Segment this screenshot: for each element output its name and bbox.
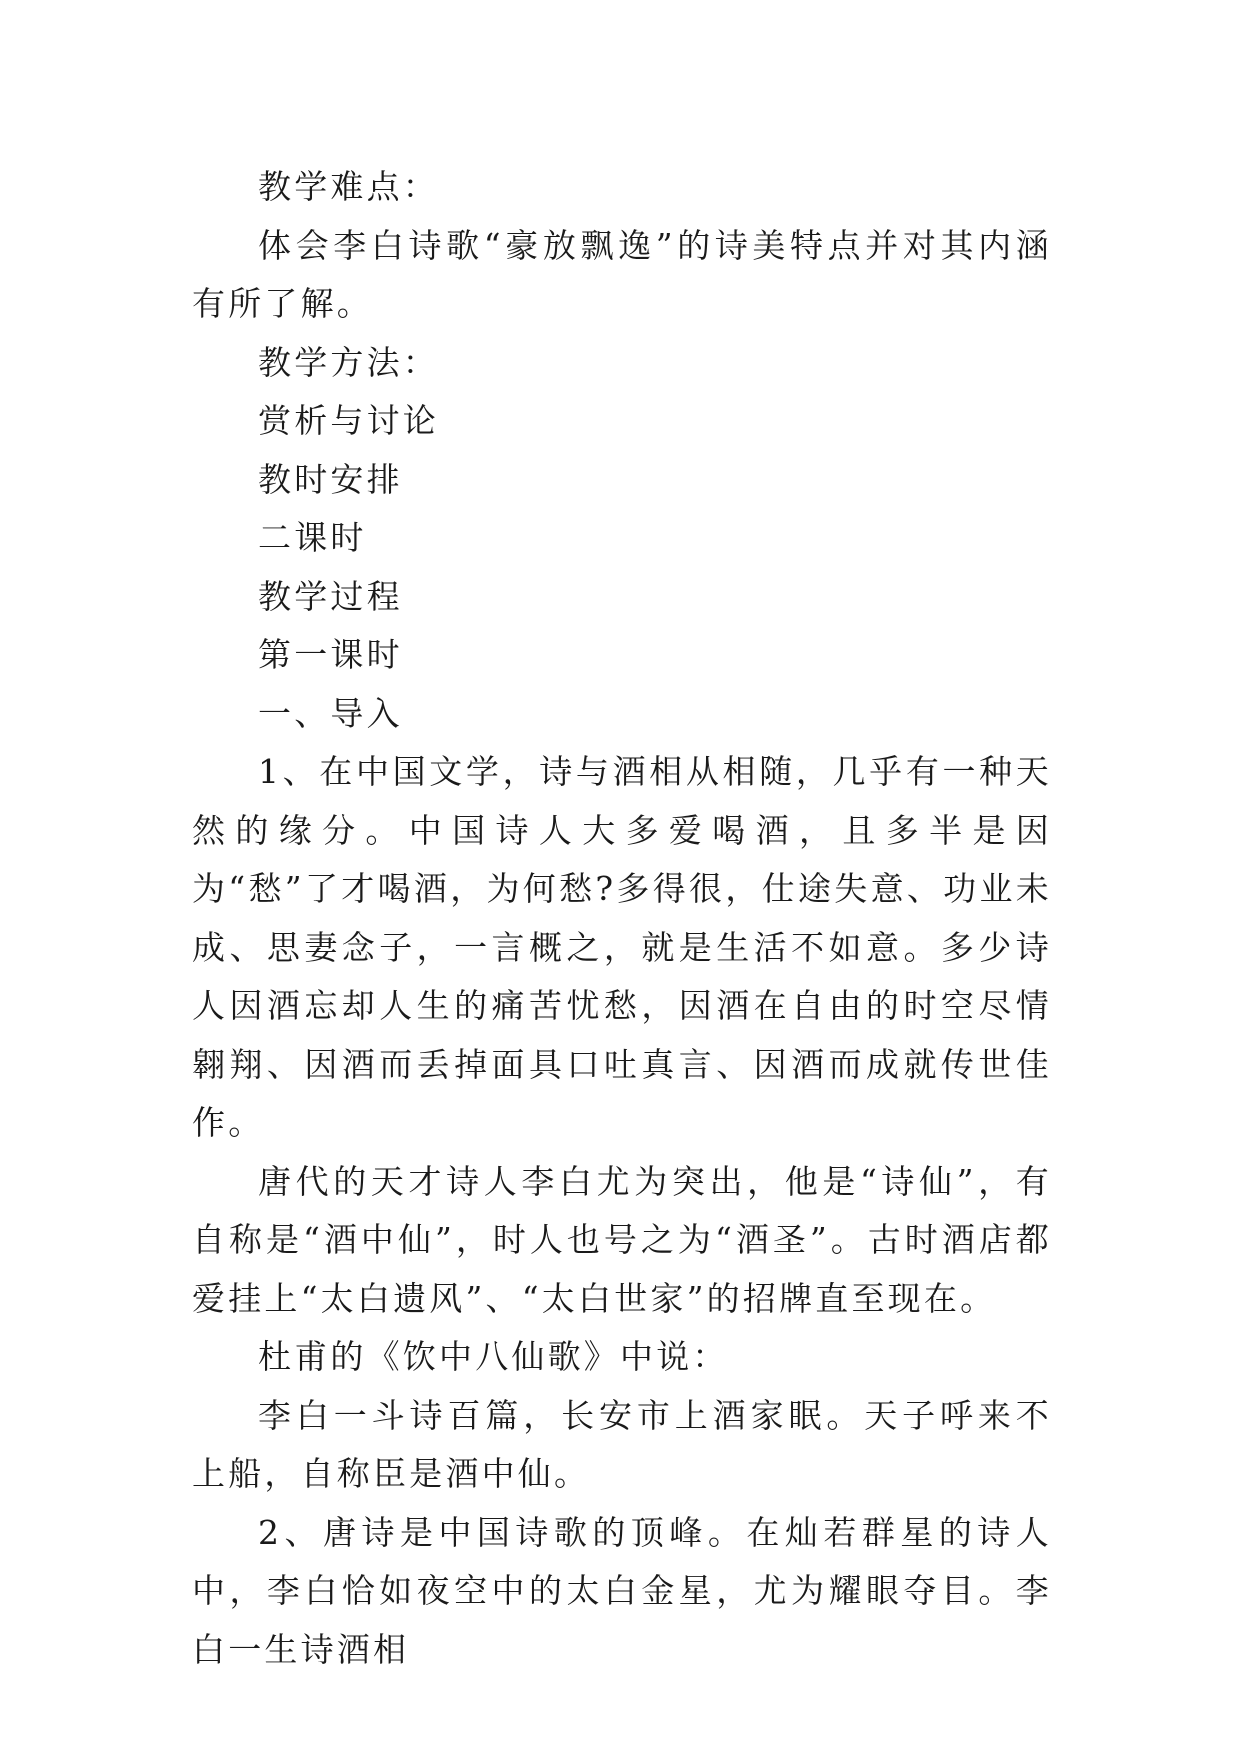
heading-teaching-difficulty: 教学难点：: [258, 167, 439, 206]
paragraph-method-content: 赏析与讨论: [258, 401, 439, 440]
document-body: [192, 158, 1052, 1679]
heading-introduction: 一、导入: [258, 693, 403, 733]
heading-teaching-method: 教学方法：: [258, 342, 439, 382]
paragraph-du-fu-quote: 李白一斗诗百篇，长安市上酒家眠。天子呼来不上船，自称臣是酒中仙。: [192, 1395, 1052, 1493]
paragraph-tang-poetry-peak: 2、唐诗是中国诗歌的顶峰。在灿若群星的诗人中，李白恰如夜空中的太白金星，尤为耀眼夺目。李白一生诗酒相: [192, 1512, 1052, 1669]
paragraph-schedule-content: 二课时: [258, 518, 367, 557]
heading-schedule: 教时安排: [258, 459, 403, 499]
heading-teaching-process: 教学过程: [258, 576, 403, 616]
paragraph-poetry-and-wine: 1、在中国文学，诗与酒相从相随，几乎有一种天然的缘分。中国诗人大多爱喝酒，且多半是因为“愁”了才喝酒，为何愁?多得很，仕途失意、功业未成、思妻念子，一言概之，就是生活不如意。多少诗人因酒忘却人生的痛苦忧愁，因酒在自由的时空尽情翱翔、因酒而丢掉面具口吐真言、因酒而成就传世佳作。: [192, 752, 1052, 1142]
heading-first-lesson: 第一课时: [258, 635, 403, 674]
paragraph-li-bai-poet-immortal: 唐代的天才诗人李白尤为突出，他是“诗仙”，有自称是“酒中仙”，时人也号之为“酒圣”。古时酒店都爱挂上“太白遗风”、“太白世家”的招牌直至现在。: [192, 1161, 1052, 1318]
paragraph-difficulty-content: 体会李白诗歌“豪放飘逸”的诗美特点并对其内涵有所了解。: [192, 225, 1052, 323]
paragraph-du-fu-quote-intro: 杜甫的《饮中八仙歌》中说：: [258, 1337, 729, 1376]
